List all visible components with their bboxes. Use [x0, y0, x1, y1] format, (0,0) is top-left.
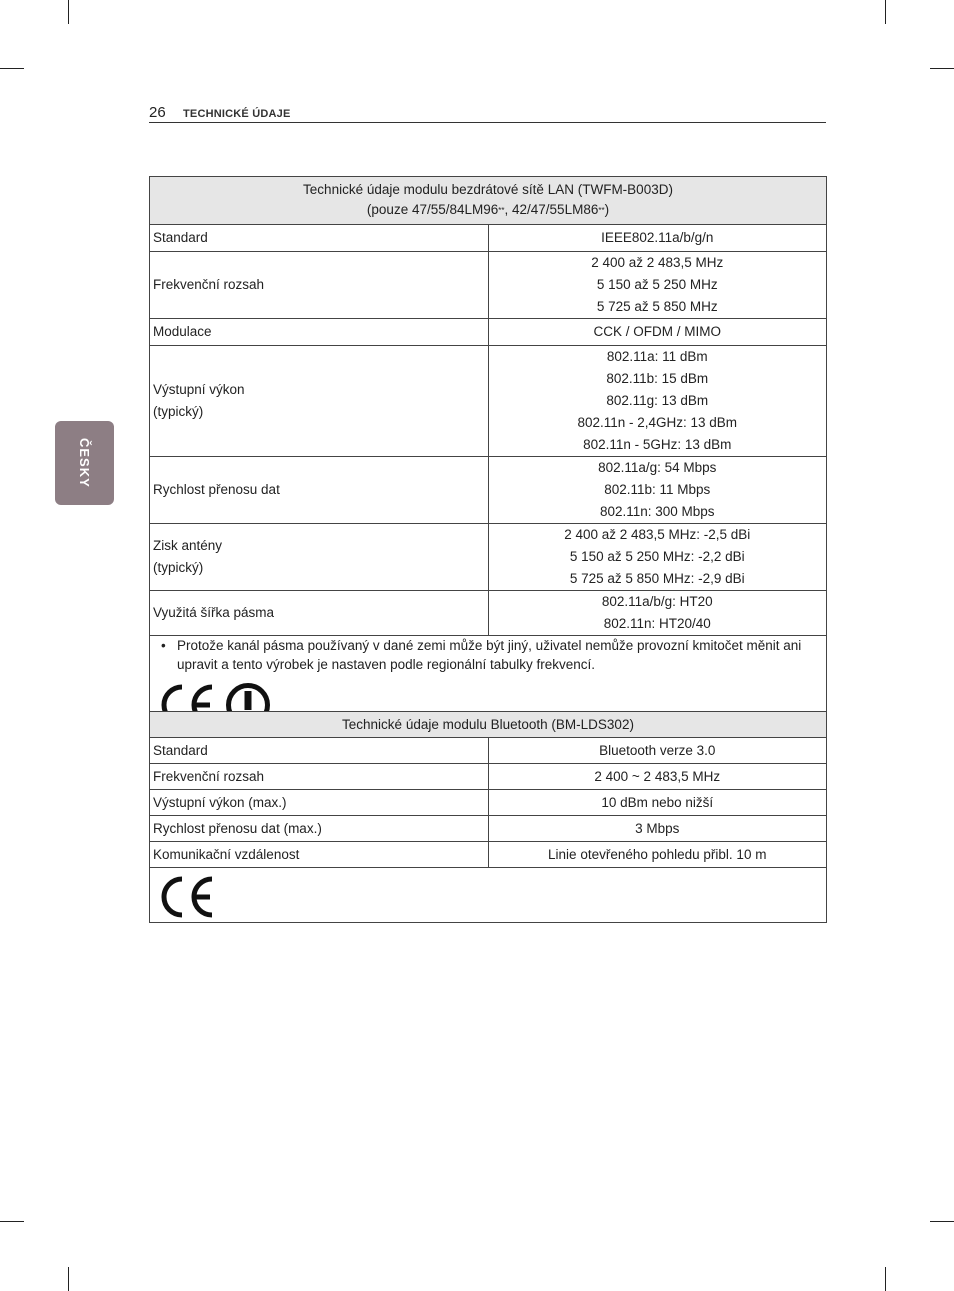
wlan-title-stars: ** — [498, 206, 505, 215]
language-tab-label: ČESKY — [77, 438, 92, 488]
spec-value: 802.11b: 15 dBm — [606, 371, 709, 386]
table-row — [150, 457, 827, 524]
spec-value: 802.11a/b/g: HT20 — [601, 594, 713, 609]
spec-value: 2 400 ~ 2 483,5 MHz — [488, 764, 827, 790]
spec-value: Linie otevřeného pohledu přibl. 10 m — [488, 842, 827, 868]
table-row — [150, 790, 827, 816]
wlan-title-stars: ** — [598, 206, 605, 215]
spec-label: Standard — [150, 738, 489, 764]
bluetooth-table-title-row — [150, 712, 827, 738]
spec-value: 802.11n: 300 Mbps — [599, 504, 715, 519]
table-row — [150, 319, 827, 346]
spec-value: 802.11a: 11 dBm — [606, 349, 708, 364]
spec-value: 802.11a/g: 54 Mbps — [598, 460, 717, 475]
spec-label: Frekvenční rozsah — [153, 277, 265, 292]
wlan-note — [153, 636, 823, 674]
spec-value-cell — [488, 524, 827, 591]
spec-value: 10 dBm nebo nižší — [488, 790, 827, 816]
spec-label: Výstupní výkon — [153, 382, 245, 397]
crop-mark — [930, 1221, 954, 1222]
wlan-title-line2 — [153, 200, 823, 221]
spec-value: IEEE802.11a/b/g/n — [601, 230, 714, 245]
spec-value: 2 400 až 2 483,5 MHz — [591, 255, 724, 270]
spec-label: Modulace — [153, 324, 212, 339]
spec-label: Frekvenční rozsah — [150, 764, 489, 790]
spec-value: 802.11g: 13 dBm — [606, 393, 709, 408]
spec-label-cell — [150, 457, 489, 524]
table-row — [150, 738, 827, 764]
wlan-title-pre: (pouze 47/55/84LM96 — [366, 202, 499, 217]
spec-label: Využitá šířka pásma — [153, 605, 275, 620]
spec-value: 3 Mbps — [488, 816, 827, 842]
spec-label-cell — [150, 319, 489, 346]
spec-label: (typický) — [153, 404, 204, 419]
bluetooth-marks-cell — [150, 868, 827, 923]
spec-label-cell — [150, 591, 489, 636]
bluetooth-table-title: Technické údaje modulu Bluetooth (BM-LDS302) — [150, 712, 827, 738]
spec-label-cell — [150, 252, 489, 319]
crop-mark — [68, 0, 69, 24]
table-row — [150, 842, 827, 868]
bluetooth-marks-row — [150, 868, 827, 923]
bluetooth-certification-marks — [153, 868, 823, 922]
spec-value-cell — [488, 225, 827, 252]
spec-value: CCK / OFDM / MIMO — [593, 324, 721, 339]
spec-value: 5 150 až 5 250 MHz — [596, 277, 718, 292]
spec-label: Komunikační vzdálenost — [150, 842, 489, 868]
spec-label: Výstupní výkon (max.) — [150, 790, 489, 816]
spec-value-cell — [488, 591, 827, 636]
spec-label-cell — [150, 524, 489, 591]
spec-value-cell — [488, 319, 827, 346]
page-header — [149, 104, 826, 123]
wlan-note-text: Protože kanál pásma používaný v dané zemi může být jiný, uživatel nemůže provozní kmitočet měnit ani upravit a tento výrobek je nastaven podle regionální tabulky frekvencí. — [177, 638, 802, 672]
wlan-title-line1: Technické údaje modulu bezdrátové sítě LAN (TWFM-B003D) — [303, 182, 673, 197]
spec-value-cell — [488, 457, 827, 524]
table-row — [150, 252, 827, 319]
crop-mark — [885, 0, 886, 24]
language-tab — [55, 421, 114, 505]
spec-value-cell — [488, 346, 827, 457]
spec-value: 5 725 až 5 850 MHz: -2,9 dBi — [569, 571, 745, 586]
crop-mark — [0, 1221, 24, 1222]
spec-label-cell — [150, 346, 489, 457]
spec-label: (typický) — [153, 560, 204, 575]
wlan-spec-table — [149, 176, 827, 731]
spec-label: Zisk antény — [153, 538, 223, 553]
ce-mark-icon — [155, 874, 217, 920]
spec-value: 802.11n - 5GHz: 13 dBm — [583, 437, 732, 452]
wlan-title-post: ) — [604, 202, 610, 217]
spec-label: Rychlost přenosu dat (max.) — [150, 816, 489, 842]
table-row — [150, 816, 827, 842]
table-row — [150, 346, 827, 457]
crop-mark — [0, 68, 24, 69]
wlan-table-title — [150, 177, 827, 225]
spec-value: 802.11n - 2,4GHz: 13 dBm — [577, 415, 738, 430]
spec-value: 802.11b: 11 Mbps — [604, 482, 711, 497]
spec-value: Bluetooth verze 3.0 — [488, 738, 827, 764]
spec-value: 5 725 až 5 850 MHz — [596, 299, 718, 314]
section-title: TECHNICKÉ ÚDAJE — [183, 108, 291, 120]
bluetooth-spec-table — [149, 711, 827, 923]
table-row — [150, 591, 827, 636]
crop-mark — [885, 1267, 886, 1291]
page-number: 26 — [149, 104, 166, 121]
spec-value: 802.11n: HT20/40 — [603, 616, 711, 631]
spec-value: 5 150 až 5 250 MHz: -2,2 dBi — [569, 549, 745, 564]
spec-value-cell — [488, 252, 827, 319]
table-row — [150, 524, 827, 591]
crop-mark — [930, 68, 954, 69]
spec-label-cell — [150, 225, 489, 252]
bullet-icon: • — [161, 638, 166, 653]
spec-label: Standard — [153, 230, 208, 245]
spec-value: 2 400 až 2 483,5 MHz: -2,5 dBi — [564, 527, 751, 542]
wlan-table-title-row — [150, 177, 827, 225]
wlan-title-mid: , 42/47/55LM86 — [504, 202, 599, 217]
crop-mark — [68, 1267, 69, 1291]
spec-label: Rychlost přenosu dat — [153, 482, 280, 497]
table-row — [150, 225, 827, 252]
table-row — [150, 764, 827, 790]
